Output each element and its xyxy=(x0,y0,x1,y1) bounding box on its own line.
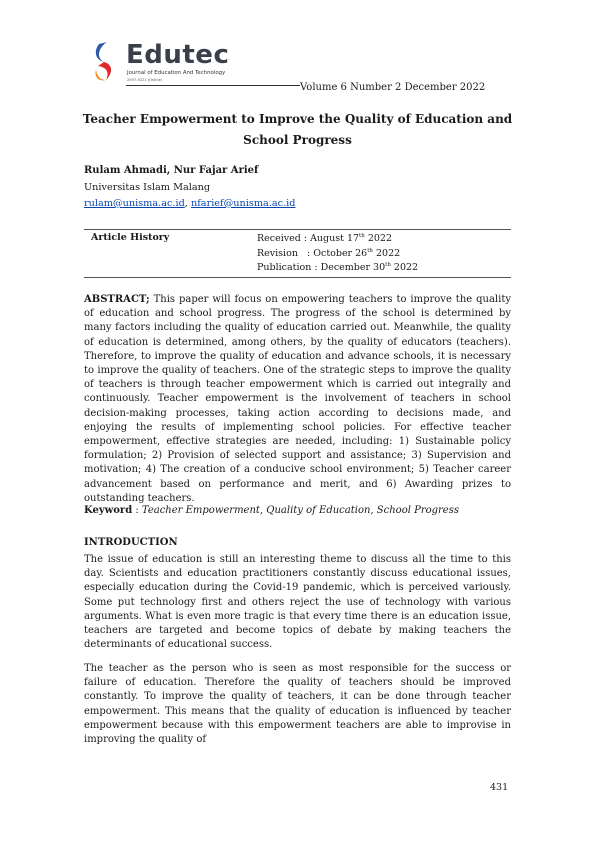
email-link[interactable]: rulam@unisma.ac.id xyxy=(84,198,185,209)
affiliation: Universitas Islam Malang xyxy=(84,182,211,193)
section-heading: INTRODUCTION xyxy=(84,537,178,548)
intro-paragraph: The issue of education is still an interesting theme to discuss all the time to this day. Scientists and education practitioners constantly discuss educational issues, especially education during the Covid-19 pandemic, which is perceived variously. Some put technology first and others reject the use of technology with various arguments. What is even more tragic is that every time there is an education issue, teachers are targeted and become topics of debate by making teachers the determinants of educational success. xyxy=(84,554,511,651)
abstract-text: This paper will focus on empowering teachers to improve the quality of education and school progress. The progress of the school is determined by many factors including the quality of education carried out. Meanwhile, the quality of education is determined, among others, by the quality of educators (teachers). Therefore, to improve the quality of education and advance schools, it is necessary to improve the quality of teachers. One of the strategic steps to improve the quality of teachers is through teacher empowerment which is carried out integrally and continuously. Teacher empowerment is the involvement of teachers in school decision-making processes, taking action according to decisions made, and enjoying the results of implementing school policies. For effective teacher empowerment, effective strategies are needed, including: 1) Sustainable policy formulation; 2) Provision of selected support and assistance; 3) Supervision and motivation; 4) The creation of a conducive school environment; 5) Teacher career advancement based on performance and merit, and 6) Awarding prizes to outstanding teachers. xyxy=(84,294,511,504)
abstract xyxy=(84,293,511,506)
article-history-label: Article History xyxy=(91,232,170,243)
keyword-label: Keyword xyxy=(84,505,133,516)
authors: Rulam Ahmadi, Nur Fajar Arief xyxy=(84,165,259,176)
intro-paragraph: The teacher as the person who is seen as most responsible for the success or failure of education. Therefore the quality of teachers should be improved constantly. To improve the quality of teachers, it can be done through teacher empowerment. This means that the quality of education is influenced by teacher empowerment because with this empowerment teachers are able to improvise in improving the quality of xyxy=(84,663,511,746)
journal-issn: 2597-9221 (Online) xyxy=(127,78,163,82)
article-history-dates xyxy=(257,232,418,276)
page-number: 431 xyxy=(490,782,509,793)
received-date: Received : August 17th 2022 xyxy=(257,233,393,244)
author-emails xyxy=(84,198,295,209)
revision-date: Revision : October 26th 2022 xyxy=(257,247,401,259)
publication-date: Publication : December 30th 2022 xyxy=(257,262,419,273)
email-link[interactable]: nfarief@unisma.ac.id xyxy=(190,198,296,209)
journal-subtitle: Journal of Education And Technology xyxy=(127,70,226,76)
history-rule-top xyxy=(84,229,511,230)
journal-name: Edutec xyxy=(126,40,230,70)
email-separator: , xyxy=(184,198,191,209)
history-rule-bottom xyxy=(84,277,511,278)
article-title: Teacher Empowerment to Improve the Quality of Education and School Progress xyxy=(82,112,513,147)
keywords: Keyword : Teacher Empowerment, Quality of Education, School Progress xyxy=(84,505,459,516)
keyword-list: Teacher Empowerment, Quality of Education, School Progress xyxy=(141,505,459,516)
volume-line: Volume 6 Number 2 December 2022 xyxy=(300,82,486,93)
journal-logo xyxy=(90,40,240,90)
edutec-logo-icon xyxy=(90,40,120,84)
header-rule xyxy=(126,85,300,86)
abstract-label: ABSTRACT; xyxy=(84,294,150,305)
